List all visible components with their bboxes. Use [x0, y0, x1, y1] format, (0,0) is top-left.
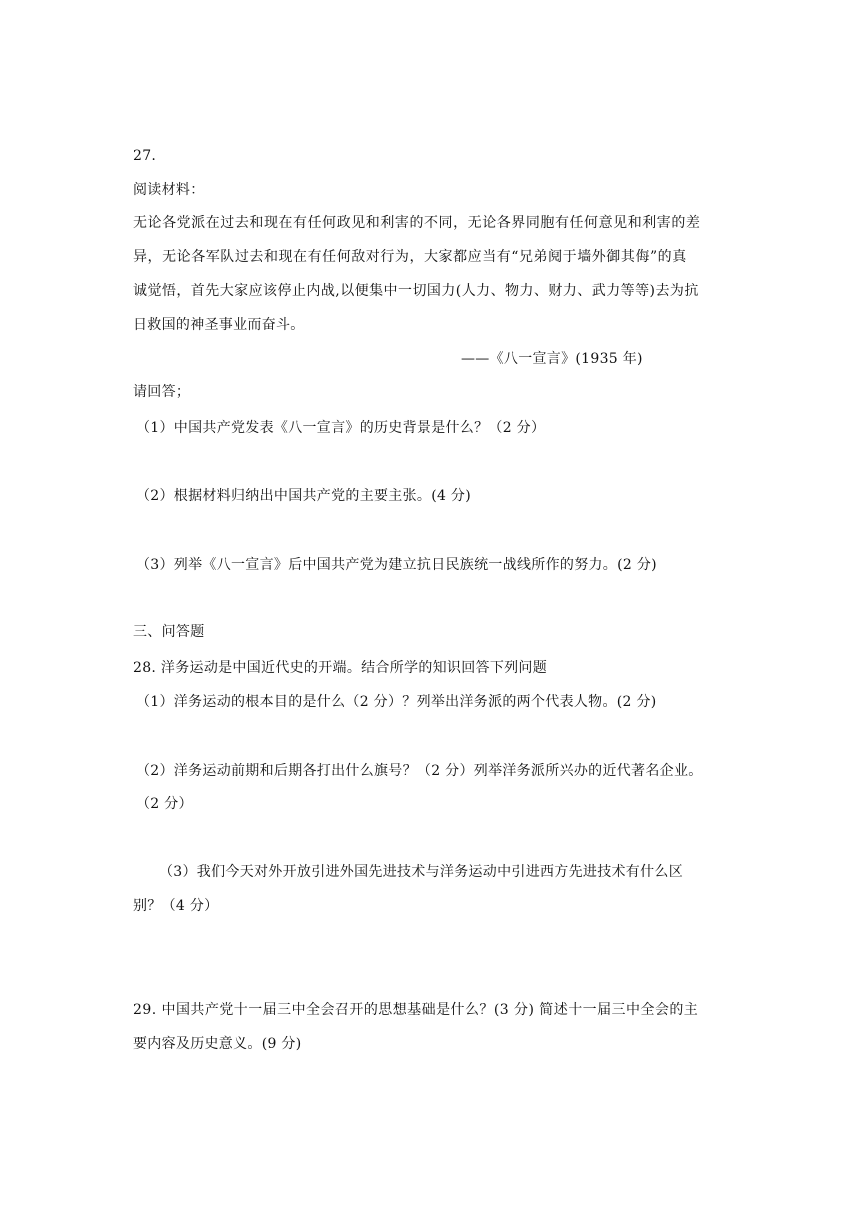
question-27-sub-2: （2）根据材料归纳出中国共产党的主要主张。(4 分) — [136, 488, 471, 504]
answer-prompt: 请回答； — [133, 384, 191, 400]
material-line-4: 日救国的神圣事业而奋斗。 — [133, 317, 305, 333]
question-28-sub-3-line-2: 别？（4 分） — [133, 898, 219, 914]
question-27-sub-1: （1）中国共产党发表《八一宣言》的历史背景是什么？（2 分） — [136, 420, 546, 436]
question-28-sub-2-line-1: （2）洋务运动前期和后期各打出什么旗号？（2 分）列举洋务派所兴办的近代著名企业。 — [136, 763, 703, 779]
read-material-label: 阅读材料： — [133, 182, 205, 198]
question-29-line-2: 要内容及历史意义。(9 分) — [133, 1036, 302, 1052]
question-27-number: 27. — [133, 148, 157, 164]
question-28-sub-3-line-1: （3）我们今天对外开放引进外国先进技术与洋务运动中引进西方先进技术有什么区 — [159, 864, 684, 880]
question-27-sub-3: （3）列举《八一宣言》后中国共产党为建立抗日民族统一战线所作的努力。(2 分) — [136, 557, 657, 573]
question-28-stem: 28. 洋务运动是中国近代史的开端。结合所学的知识回答下列问题 — [133, 660, 548, 676]
material-line-1: 无论各党派在过去和现在有任何政见和利害的不同，无论各界同胞有任何意见和利害的差 — [133, 215, 701, 231]
material-source: ——《八一宣言》(1935 年) — [461, 351, 643, 367]
question-28-sub-1: （1）洋务运动的根本目的是什么（2 分）？列举出洋务派的两个代表人物。(2 分) — [136, 694, 657, 710]
material-line-3: 诚觉悟，首先大家应该停止内战,以便集中一切国力(人力、物力、财力、武力等等)去为抗 — [133, 283, 699, 299]
section-3-title: 三、问答题 — [133, 624, 205, 640]
material-line-2: 异，无论各军队过去和现在有任何敌对行为，大家都应当有“兄弟阋于墙外御其侮”的真 — [133, 249, 687, 265]
question-29-line-1: 29. 中国共产党十一届三中全会召开的思想基础是什么？(3 分) 简述十一届三中全会的主 — [133, 1002, 699, 1018]
question-28-sub-2-line-2: （2 分） — [136, 796, 193, 812]
